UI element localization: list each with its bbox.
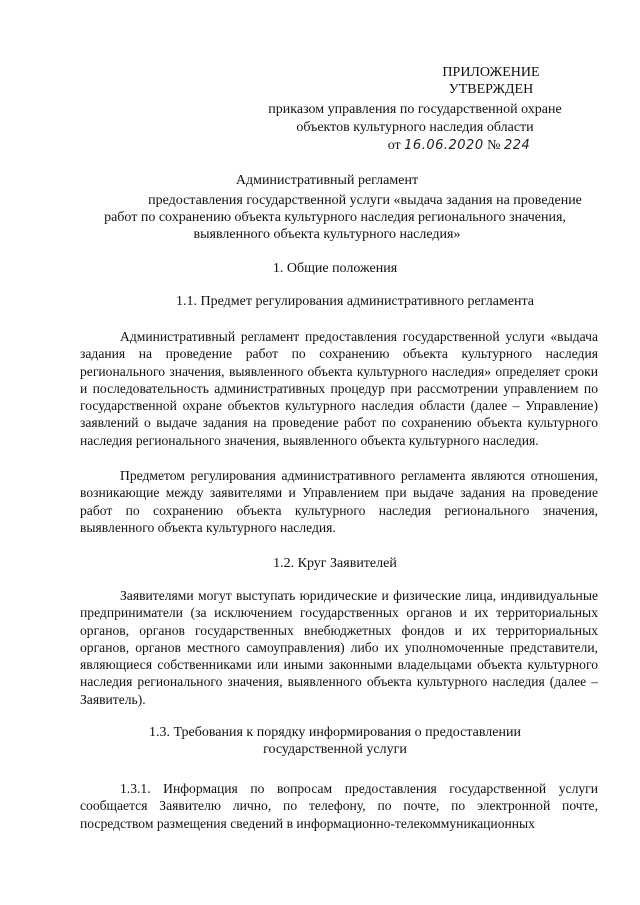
order-line-2: объектов культурного наследия области [296, 120, 534, 135]
number-sign: № [487, 138, 501, 153]
title-line-4: выявленного объекта культурного наследия» [193, 227, 461, 242]
section-heading: 1. Общие положения [272, 261, 398, 276]
paragraph-1: Административный регламент предоставления государственной услуги «выдача задания на проведение работ по сохранению объекта культурного наследия регионального значения, выявленного объекта культурного наследия» определяет сроки и последовательность административных процедур при рассмотрении управлением по государственной охране объектов культурного наследия области (далее – Управление) заявлений о выдаче задания на проведение работ по сохранению объекта культурного наследия регионального значения, выявленного объекта культурного наследия. [80, 329, 598, 448]
subsection-heading-1-1: 1.1. Предмет регулирования административного регламента [176, 294, 534, 309]
paragraph-3: Заявителями могут выступать юридические и физические лица, индивидуальные предприниматели (за исключением государственных органов и их территориальных органов, органов государственных внебюджетных фондов и их территориальных органов, органов местного самоуправления) либо их уполномоченные представители, являющиеся собственниками или иными законными владельцами объекта культурного наследия регионального значения, выявленного объекта культурного наследия (далее – Заявитель). [80, 588, 598, 707]
subsection-heading-1-2: 1.2. Круг Заявителей [273, 556, 397, 571]
paragraph-2: Предметом регулирования административного регламента являются отношения, возникающие между заявителями и Управлением при выдаче задания на проведение работ по сохранению объекта культурного наследия регионального значения, выявленного объекта культурного наследия. [80, 468, 598, 535]
paragraph-4: 1.3.1. Информация по вопросам предоставления государственной услуги сообщается Заявителю лично, по телефону, по почте, по электронной почте, посредством размещения сведений в информационно-телекоммуникационных [80, 781, 598, 831]
title-line-2: предоставления государственной услуги «выдача задания на проведение [148, 193, 582, 208]
title-line-1: Административный регламент [235, 173, 419, 188]
date-prefix: от [387, 138, 401, 153]
handwritten-number: 224 [503, 138, 531, 153]
order-date-line [274, 137, 640, 154]
handwritten-date: 16.06.2020 [404, 138, 484, 153]
appendix-label: ПРИЛОЖЕНИЕ [442, 65, 540, 80]
title-line-3: работ по сохранению объекта культурного наследия регионального значения, [104, 210, 566, 225]
subsection-heading-1-3-line-1: 1.3. Требования к порядку информирования о предоставлении [149, 725, 521, 740]
order-line-1: приказом управления по государственной охране [268, 102, 562, 117]
approval-block [230, 64, 600, 156]
subsection-heading-1-3-line-2: государственной услуги [263, 742, 407, 757]
subsection-heading-1-3 [80, 724, 590, 758]
approved-label: УТВЕРЖДЕН [448, 82, 534, 97]
